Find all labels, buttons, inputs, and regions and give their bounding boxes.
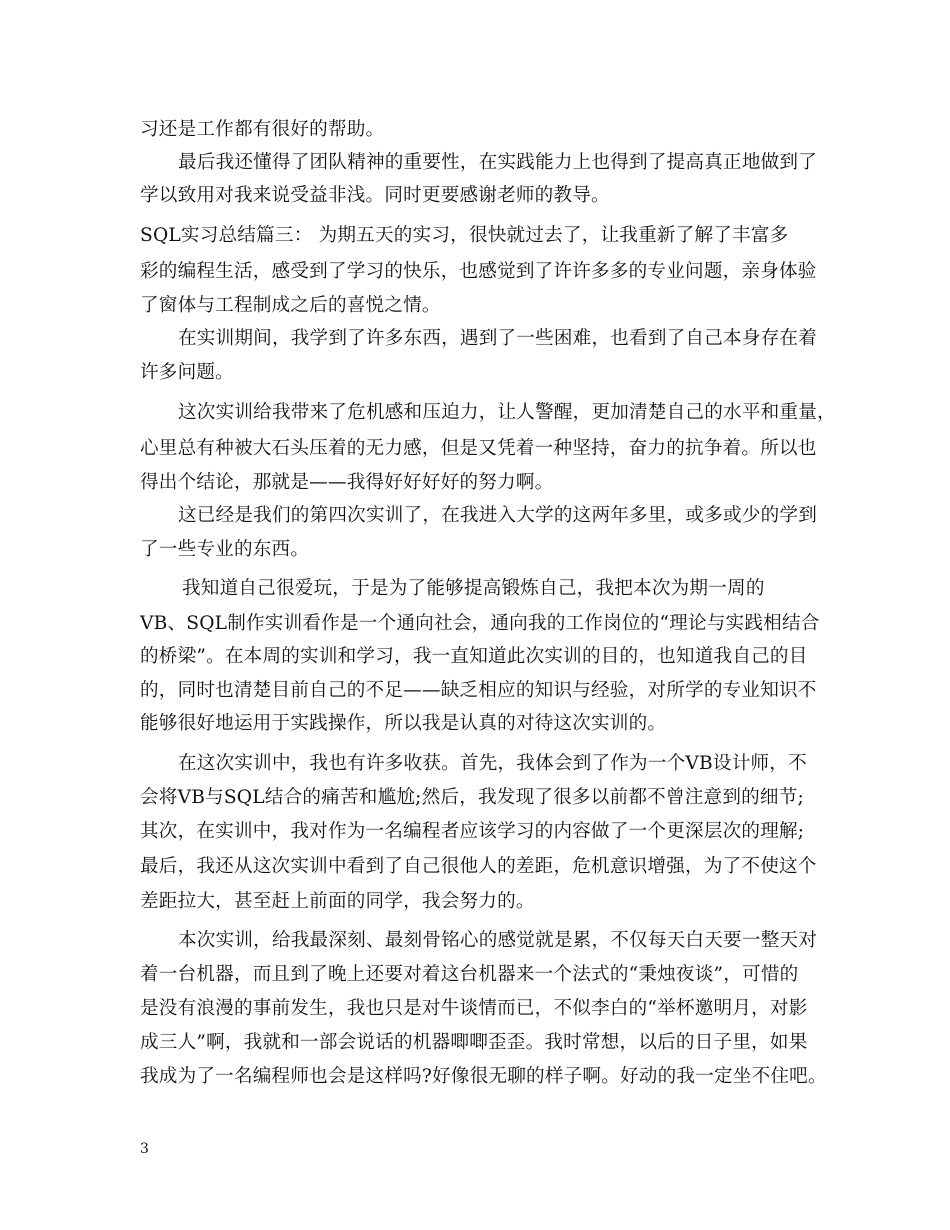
text-line-2: 最后我还懂得了团队精神的重要性，在实践能力上也得到了提高真正地做到了 — [178, 152, 817, 173]
text-line-3: 学以致用对我来说受益非浅。同时更要感谢老师的教导。 — [140, 185, 610, 206]
text-line-28: 我成为了一名编程师也会是这样吗?好像很无聊的样子啊。好动的我一定坐不住吧。 — [140, 1066, 827, 1087]
text-line-13: 了一些专业的东西。 — [140, 539, 310, 560]
text-line-9: 这次实训给我带来了危机感和压迫力，让人警醒，更加清楚自己的水平和重量， — [178, 402, 836, 423]
text-line-5: 彩的编程生活，感受到了学习的快乐，也感觉到了许许多多的专业问题，亲身体验 — [140, 261, 817, 282]
text-line-24: 本次实训，给我最深刻、最刻骨铭心的感觉就是累，不仅每天白天要一整天对 — [178, 930, 817, 951]
text-line-11: 得出个结论，那就是——我得好好好好的努力啊。 — [140, 472, 554, 493]
text-line-8: 许多问题。 — [140, 362, 234, 383]
text-line-18: 能够很好地运用于实践操作，所以我是认真的对待这次实训的。 — [140, 713, 667, 734]
text-line-6: 了窗体与工程制成之后的喜悦之情。 — [140, 295, 441, 316]
text-line-4: SQL实习总结篇三： 为期五天的实习，很快就过去了，让我重新了解了丰富多 — [140, 225, 789, 246]
text-line-21: 其次，在实训中，我对作为一名编程者应该学习的内容做了一个更深层次的理解; — [140, 821, 805, 842]
text-line-25: 着一台机器，而且到了晚上还要对着这台机器来一个法式的“秉烛夜谈”，可惜的 — [140, 964, 799, 985]
text-line-1: 习还是工作都有很好的帮助。 — [140, 119, 385, 140]
text-line-20: 会将VB与SQL结合的痛苦和尴尬;然后，我发现了很多以前都不曾注意到的细节; — [140, 787, 804, 808]
text-line-19: 在这次实训中，我也有许多收获。首先，我体会到了作为一个VB设计师，不 — [178, 753, 807, 774]
text-line-16: 的桥梁”。在本周的实训和学习，我一直知道此次实训的目的，也知道我自己的目 — [140, 646, 808, 667]
text-line-23: 差距拉大，甚至赶上前面的同学，我会努力的。 — [140, 891, 535, 912]
text-line-14: 我知道自己很爱玩，于是为了能够提高锻炼自己，我把本次为期一周的 — [182, 578, 765, 599]
text-line-26: 是没有浪漫的事前发生，我也只是对牛谈情而已，不似李白的“举杯邀明月，对影 — [140, 998, 808, 1019]
text-line-7: 在实训期间，我学到了许多东西，遇到了一些困难，也看到了自己本身存在着 — [178, 328, 817, 349]
text-line-17: 的，同时也清楚目前自己的不足——缺乏相应的知识与经验，对所学的专业知识不 — [140, 680, 817, 701]
text-line-15: VB、SQL制作实训看作是一个通向社会，通向我的工作岗位的“理论与实践相结合 — [140, 613, 820, 634]
text-line-27: 成三人”啊，我就和一部会说话的机器唧唧歪歪。我时常想，以后的日子里，如果 — [140, 1032, 808, 1053]
text-line-22: 最后，我还从这次实训中看到了自己很他人的差距，危机意识增强，为了不使这个 — [140, 856, 817, 877]
text-line-10: 心里总有种被大石头压着的无力感，但是又凭着一种坚持，奋力的抗争着。所以也 — [140, 438, 817, 459]
text-line-12: 这已经是我们的第四次实训了，在我进入大学的这两年多里，或多或少的学到 — [178, 505, 817, 526]
page-number: 3 — [140, 1141, 149, 1157]
